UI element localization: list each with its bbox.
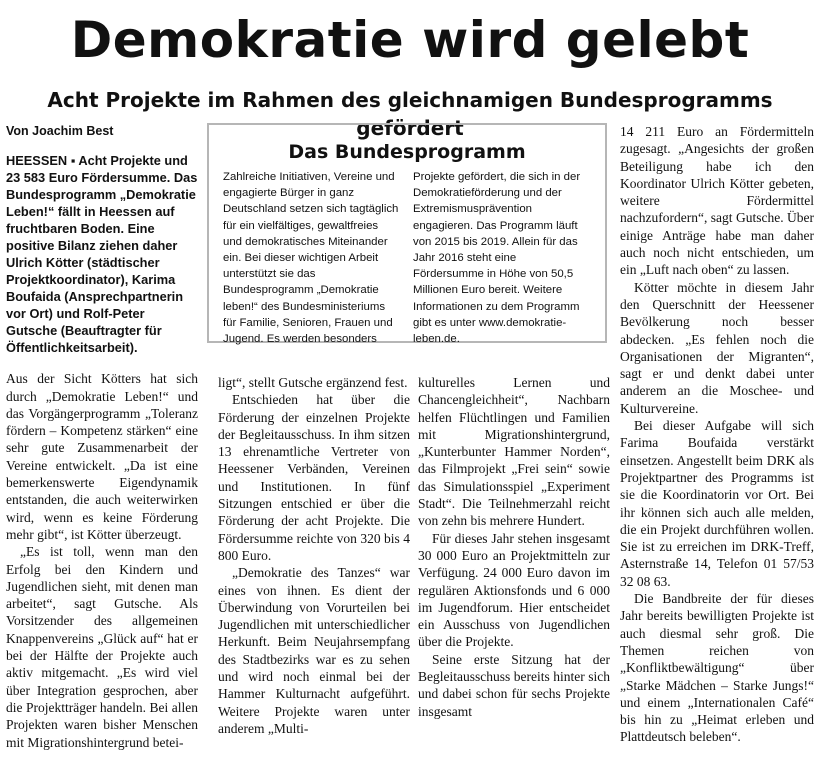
article-column-1 (6, 123, 198, 751)
article-column-4 (620, 123, 814, 746)
paragraph: Entschieden hat über die Förderung der einzelnen Projekte der Begleitausschuss. In ihm sitzen 13 ehrenamtliche Vertreter von Heessener Verbänden, Vereinen und Institutionen. In fünf Sitzungen entschied er über die Förderung der acht Projekte. Die Fördersumme reichte von 320 bis 4 800 Euro. (218, 392, 410, 563)
info-box-column-left (223, 169, 399, 347)
paragraph: Aus der Sicht Kötters hat sich durch „Demokratie Leben!“ und das Vorgängerprogramm „Toleranz fördern – Kompetenz stärken“ eine sehr gute Zusammenarbeit der Vereine entwickelt. „Da ist eine bemerkenswerte Eigendynamik entstanden, die auch weiterwirken wird, wenn es keine Förderung mehr gibt“, ist Kötter überzeugt. (6, 371, 198, 542)
article-column-3 (418, 374, 610, 720)
lead-text: Acht Projekte und 23 583 Euro Fördersumme. Das Bundesprogramm „Demokratie Leben!“ fällt in Heessen auf fruchtbaren Boden. Eine positive Bilanz ziehen daher Ulrich Kötter (städtischer Projektkoordinator), Karima Boufaida (Ansprechpartnerin vor Ort) und Rolf-Peter Gutsche (Beauftragter für Öffentlichkeitsarbeit). (6, 153, 198, 356)
paragraph: Die Bandbreite der für dieses Jahr bereits bewilligten Projekte ist auch diesmal sehr groß. Die Themen reichen von „Konfliktbewältigung“ über „Starke Mädchen – Starke Jungs!“ und einem „Internationalen Café“ bis hin zu „Heimat erleben und Plattdeutsch beleben“. (620, 591, 814, 745)
paragraph: „Es ist toll, wenn man den Erfolg bei den Kindern und Jugendlichen sieht, mit denen man arbeitet“, sagt Gutsche. Als Vorsitzender des allgemeinen Knappenvereins „Glück auf“ hat er bei der Hälfte der Projekte auch aktiv mitgemacht. „Es wird viel über Integration gesprochen, aber die Projektträger handeln. Bei allen Projekten waren bisher Menschen mit Migrationshintergrund betei- (6, 544, 198, 750)
paragraph: Kötter möchte in diesem Jahr den Querschnitt der Heessener Bevölkerung noch besser abdecken. „Es fehlen noch die Organisationen der Migranten“, sagt er und denkt dabei unter anderem an die Moschee- und Kulturvereine. (620, 279, 814, 416)
paragraph: Seine erste Sitzung hat der Begleitausschuss bereits hinter sich und dabei schon für sechs Projekte insgesamt (418, 651, 610, 719)
info-box-text: Projekte gefördert, die sich in der Demokratieförderung und der Extremismusprävention engagieren. Das Programm läuft von 2015 bis 2019. Allein für das Jahr 2016 steht eine Fördersumme in Höhe von 50,5 Millionen Euro bereit. Weitere Informationen zu dem Programm gibt es unter www.demokratie-leben.de. (413, 171, 581, 346)
article-column-2 (218, 374, 410, 737)
dateline: HEESSEN ▪ (6, 153, 76, 169)
paragraph: Für dieses Jahr stehen insgesamt 30 000 Euro an Projektmitteln zur Verfügung. 24 000 Euro davon im regulären Aktionsfonds und 6 000 im Jugendforum. Hier entscheidet ein Ausschuss von Jugendlichen über die Projekte. (418, 530, 610, 650)
byline: Von Joachim Best (6, 124, 114, 138)
paragraph: kulturelles Lernen und Chancengleichheit“, Nachbarn helfen Flüchtlingen und Familien mit Migrationshintergrund, „Kunterbunter Hammer Norden“, das Filmprojekt „Frei sein“ sowie das Simulationsspiel „Experiment Stadt“. Die Teilnehmerzahl reicht von zehn bis mehrere Hundert. (418, 375, 610, 529)
paragraph: „Demokratie des Tanzes“ war eines von ihnen. Es dient der Überwindung von Vorurteilen bei Jugendlichen mit unterschiedlicher Herkunft. Beim Neujahrsempfang des Stadtbezirks war es zu sehen und wird noch einmal bei der Hammer Kulturnacht aufgeführt. Weitere Projekte waren unter anderem „Multi- (218, 565, 410, 736)
paragraph: Bei dieser Aufgabe will sich Farima Boufaida verstärkt einsetzen. Angestellt beim DRK als Projektpartner des Programms ist sie die Koordinatorin vor Ort. Bei ihr können sich auch alle melden, die ein Projekt durchführen wollen. Sie ist zu erreichen im DRK-Treff, Asternstraße 14, Telefon 01 57/53 32 08 63. (620, 418, 814, 589)
paragraph: ligt“, stellt Gutsche ergänzend fest. (218, 375, 408, 390)
paragraph: 14 211 Euro an Fördermitteln zugesagt. „Angesichts der großen Beteiligung habe ich den Koordinator Ulrich Kötter gebeten, weitere Fördermittel nachzufordern“, sagt Gutsche. Über einige Anträge habe man daher auch noch nicht entschieden, um ein „Luft nach oben“ zu lassen. (620, 124, 814, 278)
info-box-text: Zahlreiche Initiativen, Vereine und engagierte Bürger in ganz Deutschland setzen sich tagtäglich für ein vielfältiges, gewaltfreies und demokratisches Miteinander ein. Bei dieser wichtigen Arbeit unterstützt sie das Bundesprogramm „Demokratie leben!“ des Bundesministeriums für Familie, Senioren, Frauen und Jugend. Es werden besonders (223, 171, 399, 346)
lead-paragraph (6, 152, 198, 356)
info-box-column-right (413, 169, 589, 347)
info-box-title: Das Bundesprogramm (288, 141, 526, 163)
info-box (207, 123, 607, 346)
headline: Demokratie wird gelebt (70, 11, 750, 69)
subheadline: Acht Projekte im Rahmen des gleichnamigen Bundesprogramms gefördert (47, 88, 773, 140)
